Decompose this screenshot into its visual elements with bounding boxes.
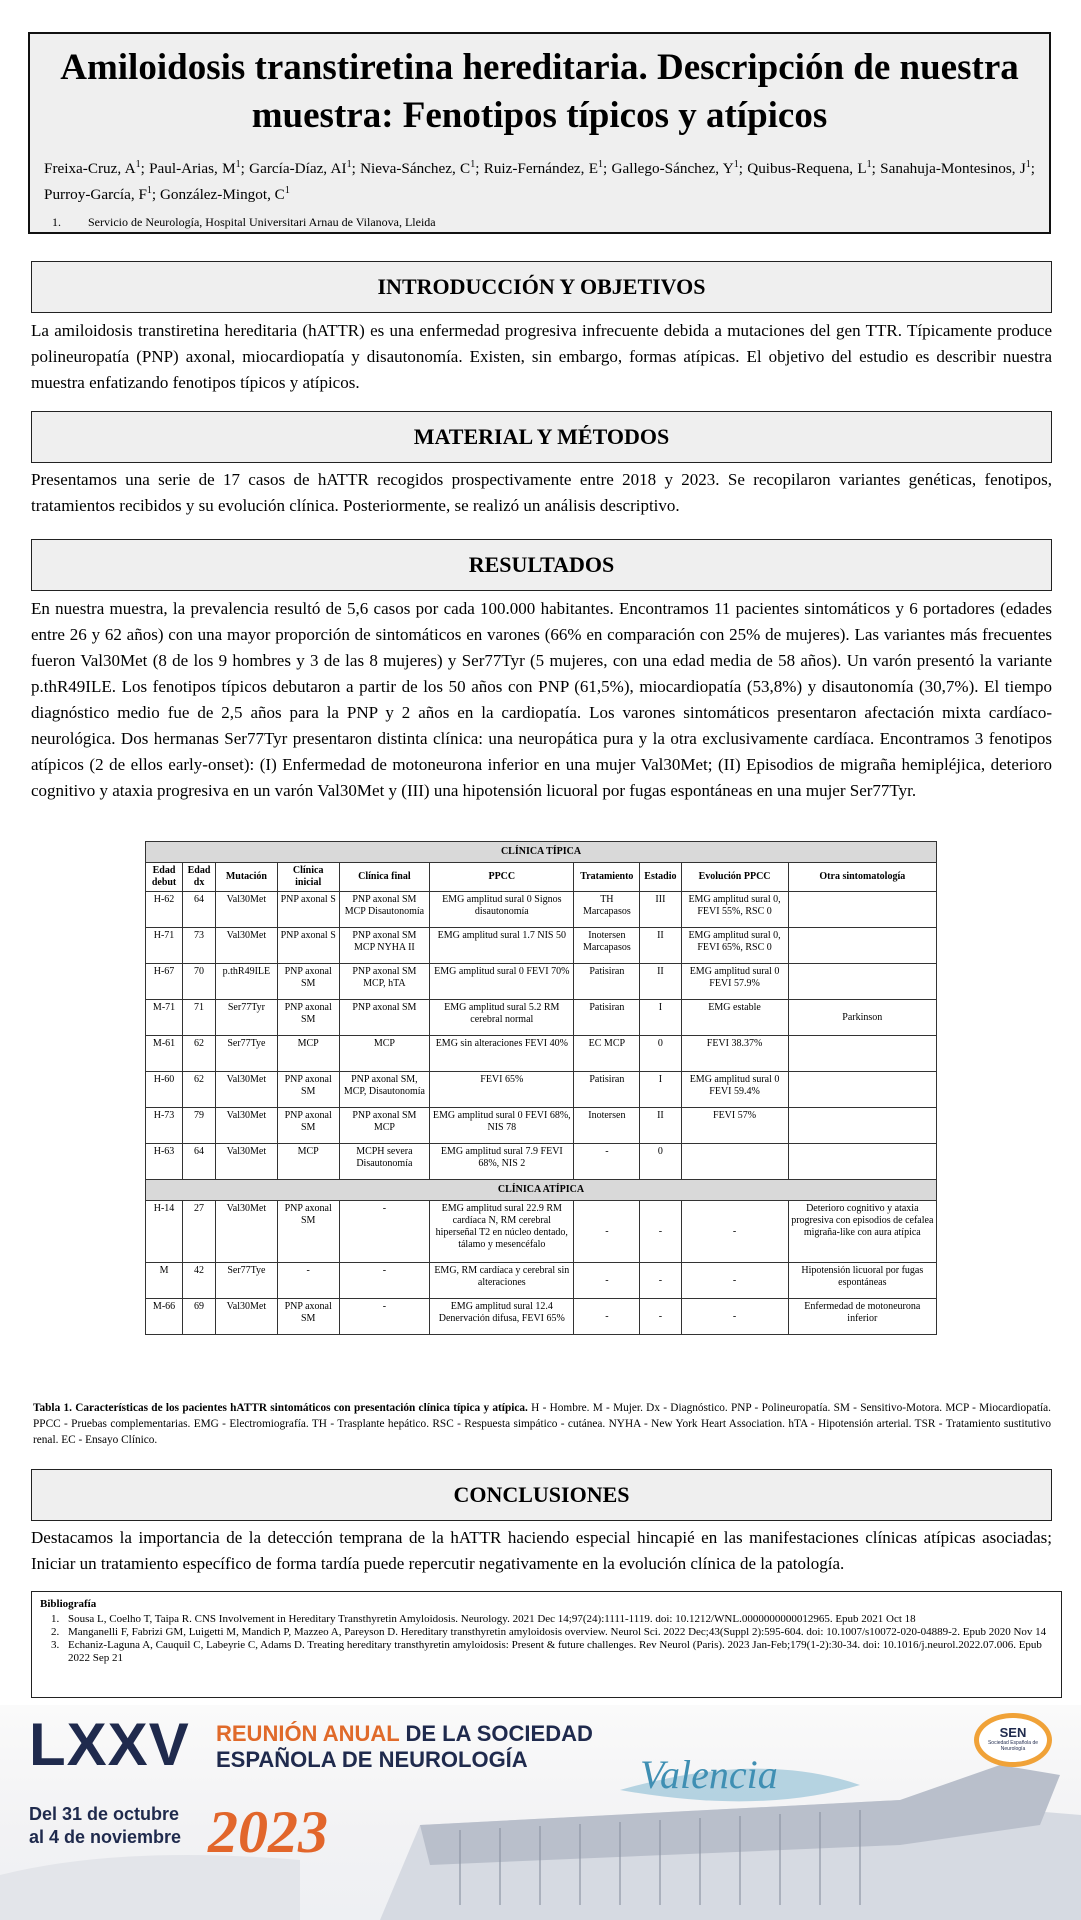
poster-title: Amiloidosis transtiretina hereditaria. Descripción de nuestra muestra: Fenotipos típicos y atípicos <box>60 47 1019 136</box>
table-cell: Patisiran <box>574 1000 640 1036</box>
table-cell <box>788 1036 936 1072</box>
table-cell: FEVI 38.37% <box>681 1036 788 1072</box>
table-cell: - <box>574 1263 640 1299</box>
congress-city: Valencia <box>640 1752 778 1797</box>
author-name: Paul-Arias, M <box>149 160 236 178</box>
table-cell: M-66 <box>146 1299 183 1335</box>
table-cell: 27 <box>183 1201 216 1263</box>
table-cell <box>788 1072 936 1108</box>
congress-name <box>216 1721 593 1773</box>
table-cell: PNP axonal S <box>277 928 339 964</box>
table-cell: FEVI 65% <box>430 1072 574 1108</box>
table-cell: PNP axonal SM <box>277 964 339 1000</box>
congress-name-navy: DE LA SOCIEDAD <box>399 1721 593 1746</box>
table-cell: Parkinson <box>788 1000 936 1036</box>
table-cell: p.thR49ILE <box>216 964 278 1000</box>
table-cell: EMG amplitud sural 7.9 FEVI 68%, NIS 2 <box>430 1144 574 1180</box>
column-header: Edad debut <box>146 863 183 892</box>
bibliography-list <box>40 1613 1053 1665</box>
author-name: Purroy-García, F <box>44 186 147 204</box>
table-cell: - <box>339 1299 430 1335</box>
table-cell: FEVI 57% <box>681 1108 788 1144</box>
table-cell: - <box>681 1263 788 1299</box>
table-cell: 0 <box>640 1144 681 1180</box>
table-cell: Patisiran <box>574 964 640 1000</box>
table-cell: H-63 <box>146 1144 183 1180</box>
caption-text: H - Hombre. M - Mujer. Dx - Diagnóstico. PNP - Polineuropatía. SM - Sensitivo-Motora. MCP - Miocardiopatía. PPCC - Pruebas complementarias. EMG - Electromiografía. TH - Trasplante hepático. RSC - Respuesta simpático - cutánea. NYHA - New York Heart Association. hTA - Hipotensión arterial. TSR - Tratamiento sustitutivo renal. EC - Ensayo Clínico. <box>33 1402 1051 1446</box>
reference-item: 3. Echaniz-Laguna A, Cauquil C, Labeyrie C, Adams D. Treating hereditary transthyretin amyloidosis: Present & future challenges. Rev Neurol (Paris). 2023 Jan-Feb;179(1-2):30-34. doi: 10.1016/j.neurol.2022.07.006. Epub 2022 Sep 21 <box>62 1639 1053 1665</box>
table-cell: EMG, RM cardíaca y cerebral sin alteraciones <box>430 1263 574 1299</box>
table-cell: Hipotensión licuoral por fugas espontáneas <box>788 1263 936 1299</box>
table-cell: Val30Met <box>216 1299 278 1335</box>
table-cell: H-73 <box>146 1108 183 1144</box>
bibliography-heading: Bibliografía <box>40 1598 97 1610</box>
results-text: En nuestra muestra, la prevalencia resultó de 5,6 casos por cada 100.000 habitantes. Encontramos 11 pacientes sintomáticos y 6 portadores (edades entre 26 y 62 años) con una mayor proporción de sintomáticos en varones (66% en comparación con 25% de mujeres). Las variantes más frecuentes fueron Val30Met (8 de los 9 hombres y 3 de las 8 mujeres) y Ser77Tyr (5 mujeres, con una edad media de 58 años). Un varón presentó la variante p.thR49ILE. Los fenotipos típicos debutaron a partir de los 50 años con PNP (61,5%), miocardiopatía (53,8%) y disautonomía (30,7%). El tiempo diagnóstico medio fue de 2,5 años para la PNP y 2 años en la cardiopatía. Los varones sintomáticos presentaron afectación mixta cardíaco-neurológica. Dos hermanas Ser77Tyr presentaron distinta clínica: una neuropática pura y la otra exclusivamente cardíaca. Encontramos 3 fenotipos atípicos (2 de ellos early-onset): (I) Enfermedad de motoneurona inferior en una mujer Val30Met; (II) Episodios de migraña hemipléjica, deterioro cognitivo y ataxia progresiva en un varón Val30Met y (III) una hipotensión licuoral por fugas espontáneas en una mujer Ser77Tyr. <box>31 599 1052 800</box>
author-affiliation-mark: 1 <box>470 159 476 170</box>
table-cell: PNP axonal SM <box>277 1072 339 1108</box>
author-affiliation-mark: 1 <box>598 159 604 170</box>
table-cell: H-67 <box>146 964 183 1000</box>
table-cell: M <box>146 1263 183 1299</box>
congress-dates <box>29 1803 181 1849</box>
intro-heading: INTRODUCCIÓN Y OBJETIVOS <box>31 261 1052 313</box>
table-cell: Val30Met <box>216 1072 278 1108</box>
table-cell: - <box>277 1263 339 1299</box>
table-cell: - <box>574 1144 640 1180</box>
author-affiliation-mark: 1 <box>284 185 290 197</box>
table-row <box>146 1000 937 1036</box>
table-cell: 62 <box>183 1036 216 1072</box>
table-row <box>146 1036 937 1072</box>
table-cell: EMG amplitud sural 0 FEVI 70% <box>430 964 574 1000</box>
intro-text: La amiloidosis transtiretina hereditaria (hATTR) es una enfermedad progresiva infrecuente debida a mutaciones del gen TTR. Típicamente produce polineuropatía (PNP) axonal, miocardiopatía y disautonomía. Existen, sin embargo, formas atípicas. El objetivo del estudio es describir nuestra muestra enfatizando fenotipos típicos y atípicos. <box>31 321 1052 392</box>
table-cell: Val30Met <box>216 1108 278 1144</box>
table-cell: EMG amplitud sural 0 FEVI 59.4% <box>681 1072 788 1108</box>
table-cell: H-60 <box>146 1072 183 1108</box>
table-cell: PNP axonal SM <box>339 1000 430 1036</box>
affiliation-text: Servicio de Neurología, Hospital Universitari Arnau de Vilanova, Lleida <box>88 215 436 230</box>
atypical-band: CLÍNICA ATÍPICA <box>146 1180 937 1201</box>
table-cell: H-14 <box>146 1201 183 1263</box>
table-cell: PNP axonal SM <box>277 1201 339 1263</box>
author-name: Nieva-Sánchez, C <box>360 160 471 178</box>
title-box <box>28 32 1051 234</box>
table-cell: EMG amplitud sural 0 FEVI 57.9% <box>681 964 788 1000</box>
table-cell: Deterioro cognitivo y ataxia progresiva con episodios de cefalea migraña-like con aura atípica <box>788 1201 936 1263</box>
table-cell: PNP axonal SM <box>277 1108 339 1144</box>
author-name: González-Mingot, C <box>159 186 285 204</box>
affiliation-number: 1. <box>52 215 61 230</box>
congress-name-line2: ESPAÑOLA DE NEUROLOGÍA <box>216 1747 528 1772</box>
sen-logo-subtext: Sociedad Española de Neurología <box>987 1740 1039 1752</box>
table-cell: EMG amplitud sural 22.9 RM cardíaca N, RM cerebral hiperseñal T2 en núcleo dentado, tálamo y mesencéfalo <box>430 1201 574 1263</box>
column-header: PPCC <box>430 863 574 892</box>
table-cell: Ser77Tye <box>216 1263 278 1299</box>
column-header: Evolución PPCC <box>681 863 788 892</box>
bibliography-box <box>31 1591 1062 1698</box>
table-row <box>146 1108 937 1144</box>
table-cell: H-71 <box>146 928 183 964</box>
table-cell: MCP <box>277 1144 339 1180</box>
table-cell: Val30Met <box>216 1144 278 1180</box>
column-header: Clínica inicial <box>277 863 339 892</box>
table-row <box>146 928 937 964</box>
author-affiliation-mark: 1 <box>135 159 141 170</box>
table-cell: 64 <box>183 892 216 928</box>
table-cell: 62 <box>183 1072 216 1108</box>
table-cell: - <box>681 1201 788 1263</box>
author-affiliation-mark: 1 <box>146 185 152 197</box>
table-cell: EMG amplitud sural 0 FEVI 68%, NIS 78 <box>430 1108 574 1144</box>
author-affiliation-mark: 1 <box>346 159 352 170</box>
table-cell: EMG amplitud sural 1.7 NIS 50 <box>430 928 574 964</box>
column-header: Mutación <box>216 863 278 892</box>
table-cell: MCP <box>339 1036 430 1072</box>
results-heading: RESULTADOS <box>31 539 1052 591</box>
table-cell: MCPH severa Disautonomía <box>339 1144 430 1180</box>
table-cell: - <box>339 1201 430 1263</box>
table-row <box>146 1299 937 1335</box>
table-cell: - <box>339 1263 430 1299</box>
table-cell: II <box>640 928 681 964</box>
table-cell: Inotersen <box>574 1108 640 1144</box>
author-name: García-Díaz, AI <box>249 160 347 178</box>
table-cell: 42 <box>183 1263 216 1299</box>
table-cell: EMG amplitud sural 12.4 Denervación difusa, FEVI 65% <box>430 1299 574 1335</box>
table-cell: I <box>640 1000 681 1036</box>
table-row <box>146 964 937 1000</box>
table-cell: Val30Met <box>216 1201 278 1263</box>
congress-year: 2023 <box>208 1799 328 1865</box>
table-cell: 71 <box>183 1000 216 1036</box>
sen-logo <box>974 1713 1052 1767</box>
table-cell: EMG sin alteraciones FEVI 40% <box>430 1036 574 1072</box>
table-cell: Ser77Tye <box>216 1036 278 1072</box>
table-cell: PNP axonal S <box>277 892 339 928</box>
table-cell: Inotersen Marcapasos <box>574 928 640 964</box>
author-affiliation-mark: 1 <box>866 159 872 170</box>
table-caption <box>33 1400 1051 1448</box>
table-cell <box>788 1144 936 1180</box>
table-cell: II <box>640 1108 681 1144</box>
table-cell: PNP axonal SM, MCP, Disautonomía <box>339 1072 430 1108</box>
column-header: Estadio <box>640 863 681 892</box>
dates-line-2: al 4 de noviembre <box>29 1827 182 1847</box>
table-cell: MCP <box>277 1036 339 1072</box>
table-cell: PNP axonal SM MCP <box>339 1108 430 1144</box>
table-cell: PNP axonal SM MCP NYHA II <box>339 928 430 964</box>
atypical-band-row <box>146 1180 937 1201</box>
congress-number: LXXV <box>29 1711 190 1778</box>
table-cell: EMG amplitud sural 0, FEVI 55%, RSC 0 <box>681 892 788 928</box>
table-cell: 0 <box>640 1036 681 1072</box>
table-cell: - <box>640 1299 681 1335</box>
column-header: Clínica final <box>339 863 430 892</box>
table-row <box>146 892 937 928</box>
table-cell: Enfermedad de motoneurona inferior <box>788 1299 936 1335</box>
table-row <box>146 1144 937 1180</box>
table-cell: II <box>640 964 681 1000</box>
authors-list: Freixa-Cruz, $A^1$; Paul-Arias, $M^1$; García-Díaz, $AI^1$; Nieva-Sánchez, $C^1$; Ruiz-Fernández, $E^1$; Gallego-Sánchez, $Y^1$; Quibus-Requena, $L^1$; Sanahuja-Montesinos, $J^1$; Purroy-García, $F^1$; González-Mingot, $C^1$ <box>44 159 1035 204</box>
table-cell: - <box>640 1201 681 1263</box>
column-header: Edad dx <box>183 863 216 892</box>
table-cell: Patisiran <box>574 1072 640 1108</box>
reference-item: 1. Sousa L, Coelho T, Taipa R. CNS Involvement in Hereditary Transthyretin Amyloidosis. Neurology. 2021 Dec 14;97(24):1111-1119. doi: 10.1212/WNL.0000000000012965. Epub 2021 Oct 18 <box>62 1613 1053 1626</box>
table-cell <box>788 1108 936 1144</box>
table-cell: EMG amplitud sural 5.2 RM cerebral normal <box>430 1000 574 1036</box>
table-cell: 79 <box>183 1108 216 1144</box>
table-cell: H-62 <box>146 892 183 928</box>
table-cell: EMG amplitud sural 0, FEVI 65%, RSC 0 <box>681 928 788 964</box>
table-cell <box>788 892 936 928</box>
table-cell: EC MCP <box>574 1036 640 1072</box>
results-table <box>145 841 937 1335</box>
methods-heading: MATERIAL Y MÉTODOS <box>31 411 1052 463</box>
typical-band: CLÍNICA TÍPICA <box>146 842 937 863</box>
column-header: Otra sintomatología <box>788 863 936 892</box>
table-cell <box>681 1144 788 1180</box>
table-header-row <box>146 863 937 892</box>
table-row <box>146 1263 937 1299</box>
author-name: Freixa-Cruz, A <box>44 160 136 178</box>
table-cell: TH Marcapasos <box>574 892 640 928</box>
table-cell: PNP axonal SM <box>277 1000 339 1036</box>
author-name: Sanahuja-Montesinos, J <box>880 160 1026 178</box>
reference-item: 2. Manganelli F, Fabrizi GM, Luigetti M, Mandich P, Mazzeo A, Pareyson D. Hereditary transthyretin amyloidosis overview. Neurol Sci. 2022 Dec;43(Suppl 2):595-604. doi: 10.1007/s10072-020-04889-2. Epub 2020 Nov 14 <box>62 1626 1053 1639</box>
table-row <box>146 1072 937 1108</box>
table-cell: M-71 <box>146 1000 183 1036</box>
author-name: Ruiz-Fernández, E <box>483 160 599 178</box>
table-cell: III <box>640 892 681 928</box>
author-affiliation-mark: 1 <box>733 159 739 170</box>
table-cell: M-61 <box>146 1036 183 1072</box>
table-cell: PNP axonal SM <box>277 1299 339 1335</box>
conclusions-text: Destacamos la importancia de la detección temprana de la hATTR haciendo especial hincapié en las manifestaciones clínicas atípicas asociadas; Iniciar un tratamiento específico de forma tardía puede repercutir negativamente en la evolución clínica de la patología. <box>31 1528 1052 1573</box>
author-affiliation-mark: 1 <box>235 159 241 170</box>
table-cell: Val30Met <box>216 928 278 964</box>
table-cell: Ser77Tyr <box>216 1000 278 1036</box>
table-cell: 69 <box>183 1299 216 1335</box>
conclusions-heading: CONCLUSIONES <box>31 1469 1052 1521</box>
sen-logo-text: SEN <box>999 1725 1027 1740</box>
table-cell: 64 <box>183 1144 216 1180</box>
author-name: Quibus-Requena, L <box>747 160 867 178</box>
table-cell: Val30Met <box>216 892 278 928</box>
table-cell: EMG amplitud sural 0 Signos disautonomía <box>430 892 574 928</box>
congress-name-orange: REUNIÓN ANUAL <box>216 1721 400 1746</box>
table-row <box>146 1201 937 1263</box>
author-affiliation-mark: 1 <box>1025 159 1031 170</box>
table-cell: - <box>640 1263 681 1299</box>
dates-line-1: Del 31 de octubre <box>29 1804 180 1824</box>
table-cell <box>788 928 936 964</box>
table-cell: I <box>640 1072 681 1108</box>
author-name: Gallego-Sánchez, Y <box>611 160 734 178</box>
affiliation <box>52 215 1049 230</box>
table-cell: 70 <box>183 964 216 1000</box>
table-cell: - <box>574 1299 640 1335</box>
table-cell: - <box>681 1299 788 1335</box>
table-cell <box>788 964 936 1000</box>
column-header: Tratamiento <box>574 863 640 892</box>
congress-footer <box>0 1705 1081 1920</box>
methods-text: Presentamos una serie de 17 casos de hATTR recogidos prospectivamente entre 2018 y 2023. Se recopilaron variantes genéticas, fenotipos, tratamientos recibidos y su evolución clínica. Posteriormente, se realizó un análisis descriptivo. <box>31 470 1052 515</box>
table-cell: PNP axonal SM MCP, hTA <box>339 964 430 1000</box>
table-cell: - <box>574 1201 640 1263</box>
table-cell: PNP axonal SM MCP Disautonomía <box>339 892 430 928</box>
table-cell: EMG estable <box>681 1000 788 1036</box>
table-cell: 73 <box>183 928 216 964</box>
caption-title: Tabla 1. Características de los pacientes hATTR sintomáticos con presentación clínica típica y atípica. <box>33 1402 528 1414</box>
